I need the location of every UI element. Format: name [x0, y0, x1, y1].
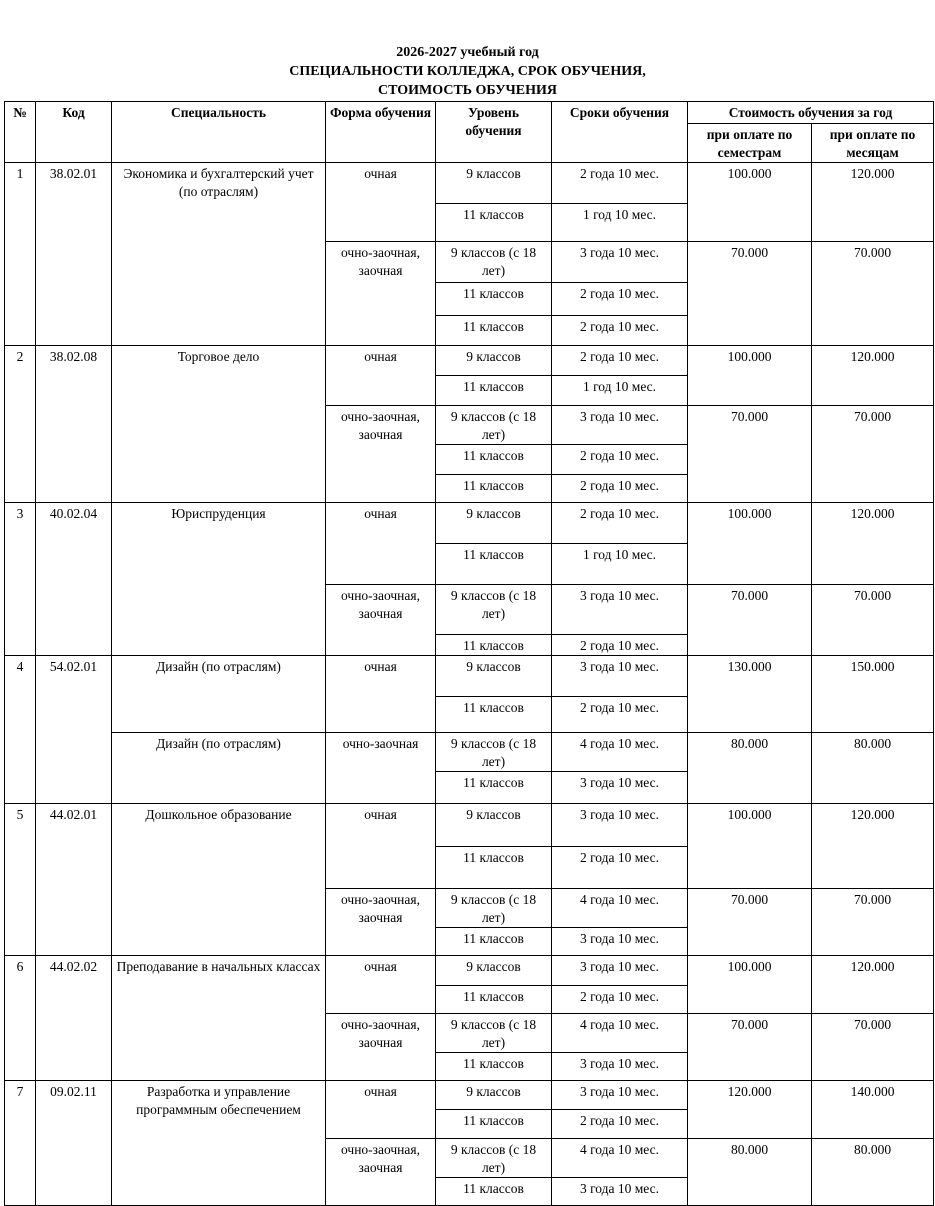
study-level: 9 классов [436, 956, 552, 986]
cost-month: 120.000 [812, 804, 934, 889]
study-duration: 2 года 10 мес. [552, 163, 688, 204]
table-row [5, 163, 934, 204]
study-level: 9 классов (с 18 лет) [436, 1139, 552, 1178]
header-cost-semester: при оплате по семестрам [688, 124, 812, 163]
row-number: 2 [5, 346, 36, 503]
study-duration: 3 года 10 мес. [552, 1053, 688, 1081]
study-level: 11 классов [436, 316, 552, 346]
cost-semester: 100.000 [688, 346, 812, 406]
study-level: 11 классов [436, 445, 552, 475]
study-form: очно-заочная, заочная [326, 406, 436, 503]
specialty-code: 09.02.11 [36, 1081, 112, 1206]
study-level: 11 классов [436, 544, 552, 585]
row-number: 5 [5, 804, 36, 956]
study-form: очно-заочная, заочная [326, 889, 436, 956]
study-duration: 1 год 10 мес. [552, 376, 688, 406]
study-level: 11 классов [436, 1178, 552, 1206]
study-duration: 2 года 10 мес. [552, 1110, 688, 1139]
study-duration: 3 года 10 мес. [552, 585, 688, 635]
cost-month: 80.000 [812, 733, 934, 804]
study-duration: 1 год 10 мес. [552, 204, 688, 242]
table-row [5, 956, 934, 986]
study-level: 9 классов (с 18 лет) [436, 1014, 552, 1053]
cost-semester: 100.000 [688, 804, 812, 889]
cost-semester: 80.000 [688, 1139, 812, 1206]
document-title-line1: СПЕЦИАЛЬНОСТИ КОЛЛЕДЖА, СРОК ОБУЧЕНИЯ, [289, 64, 646, 79]
cost-month: 70.000 [812, 889, 934, 956]
study-level: 11 классов [436, 635, 552, 656]
study-duration: 4 года 10 мес. [552, 1014, 688, 1053]
study-duration: 2 года 10 мес. [552, 986, 688, 1014]
specialty-name: Дизайн (по отраслям) [112, 733, 326, 804]
specialty-code: 54.02.01 [36, 656, 112, 804]
header-study-level: Уровень обучения [436, 102, 552, 163]
study-duration: 3 года 10 мес. [552, 1081, 688, 1110]
header-annual-cost: Стоимость обучения за год [688, 102, 934, 124]
study-form: очная [326, 346, 436, 406]
cost-month: 120.000 [812, 346, 934, 406]
cost-month: 70.000 [812, 242, 934, 346]
specialty-code: 44.02.01 [36, 804, 112, 956]
study-level: 9 классов [436, 346, 552, 376]
table-row [5, 656, 934, 697]
table-row [5, 1081, 934, 1110]
specialty-name: Торговое дело [112, 346, 326, 503]
study-duration: 2 года 10 мес. [552, 847, 688, 889]
row-number: 4 [5, 656, 36, 804]
study-form: очная [326, 804, 436, 889]
specialty-code: 44.02.02 [36, 956, 112, 1081]
study-duration: 1 год 10 мес. [552, 544, 688, 585]
cost-semester: 70.000 [688, 1014, 812, 1081]
study-duration: 3 года 10 мес. [552, 804, 688, 847]
study-form: очная [326, 1081, 436, 1139]
study-form: очная [326, 163, 436, 242]
cost-month: 70.000 [812, 585, 934, 656]
study-duration: 3 года 10 мес. [552, 656, 688, 697]
header-duration: Сроки обучения [552, 102, 688, 163]
study-form: очно-заочная [326, 733, 436, 804]
cost-semester: 100.000 [688, 503, 812, 585]
study-form: очно-заочная, заочная [326, 1139, 436, 1206]
study-level: 11 классов [436, 1110, 552, 1139]
specialty-name: Юриспруденция [112, 503, 326, 656]
cost-semester: 100.000 [688, 956, 812, 1014]
study-form: очно-заочная, заочная [326, 1014, 436, 1081]
study-form: очно-заочная, заочная [326, 585, 436, 656]
study-level: 9 классов [436, 656, 552, 697]
cost-semester: 120.000 [688, 1081, 812, 1139]
study-level: 11 классов [436, 283, 552, 316]
cost-semester: 130.000 [688, 656, 812, 733]
table-row [5, 804, 934, 847]
cost-month: 140.000 [812, 1081, 934, 1139]
study-level: 9 классов [436, 1081, 552, 1110]
study-duration: 2 года 10 мес. [552, 475, 688, 503]
study-duration: 2 года 10 мес. [552, 283, 688, 316]
study-level: 9 классов [436, 163, 552, 204]
study-level: 9 классов (с 18 лет) [436, 733, 552, 772]
study-level: 11 классов [436, 1053, 552, 1081]
document-title-line2: СТОИМОСТЬ ОБУЧЕНИЯ [378, 83, 557, 98]
cost-semester: 70.000 [688, 889, 812, 956]
row-number: 1 [5, 163, 36, 346]
study-level: 11 классов [436, 928, 552, 956]
study-duration: 3 года 10 мес. [552, 242, 688, 283]
study-level: 11 классов [436, 204, 552, 242]
cost-semester: 70.000 [688, 406, 812, 503]
specialty-name: Экономика и бухгалтерский учет (по отраслям) [112, 163, 326, 346]
cost-month: 120.000 [812, 163, 934, 242]
study-form: очная [326, 656, 436, 733]
fees-table [4, 101, 934, 1206]
table-row [5, 346, 934, 376]
study-level: 11 классов [436, 772, 552, 804]
cost-month: 150.000 [812, 656, 934, 733]
cost-month: 70.000 [812, 1014, 934, 1081]
study-duration: 3 года 10 мес. [552, 406, 688, 445]
cost-month: 70.000 [812, 406, 934, 503]
study-level: 9 классов (с 18 лет) [436, 889, 552, 928]
specialty-code: 38.02.08 [36, 346, 112, 503]
cost-semester: 100.000 [688, 163, 812, 242]
study-duration: 2 года 10 мес. [552, 445, 688, 475]
study-duration: 4 года 10 мес. [552, 1139, 688, 1178]
header-specialty: Специальность [112, 102, 326, 163]
study-level: 11 классов [436, 986, 552, 1014]
study-level: 9 классов [436, 804, 552, 847]
header-study-form: Форма обучения [326, 102, 436, 163]
study-level: 11 классов [436, 376, 552, 406]
academic-year: 2026-2027 учебный год [396, 45, 539, 60]
row-number: 3 [5, 503, 36, 656]
study-duration: 3 года 10 мес. [552, 772, 688, 804]
cost-semester: 70.000 [688, 242, 812, 346]
cost-semester: 70.000 [688, 585, 812, 656]
study-duration: 4 года 10 мес. [552, 889, 688, 928]
study-duration: 4 года 10 мес. [552, 733, 688, 772]
study-form: очно-заочная, заочная [326, 242, 436, 346]
specialty-name: Дизайн (по отраслям) [112, 656, 326, 733]
study-level: 11 классов [436, 475, 552, 503]
study-duration: 3 года 10 мес. [552, 1178, 688, 1206]
specialty-name: Дошкольное образование [112, 804, 326, 956]
table-row [5, 503, 934, 544]
study-duration: 3 года 10 мес. [552, 956, 688, 986]
study-form: очная [326, 503, 436, 585]
specialty-name: Разработка и управление программным обеспечением [112, 1081, 326, 1206]
study-duration: 2 года 10 мес. [552, 697, 688, 733]
study-duration: 3 года 10 мес. [552, 928, 688, 956]
study-level: 9 классов (с 18 лет) [436, 406, 552, 445]
row-number: 7 [5, 1081, 36, 1206]
study-level: 9 классов (с 18 лет) [436, 585, 552, 635]
cost-month: 120.000 [812, 956, 934, 1014]
study-level: 9 классов (с 18 лет) [436, 242, 552, 283]
specialty-code: 40.02.04 [36, 503, 112, 656]
row-number: 6 [5, 956, 36, 1081]
study-level: 11 классов [436, 847, 552, 889]
study-level: 11 классов [436, 697, 552, 733]
header-cost-month: при оплате по месяцам [812, 124, 934, 163]
study-duration: 2 года 10 мес. [552, 346, 688, 376]
study-form: очная [326, 956, 436, 1014]
study-level: 9 классов [436, 503, 552, 544]
cost-month: 120.000 [812, 503, 934, 585]
study-duration: 2 года 10 мес. [552, 503, 688, 544]
study-duration: 2 года 10 мес. [552, 316, 688, 346]
cost-semester: 80.000 [688, 733, 812, 804]
fees-table-body [5, 163, 934, 1206]
specialty-code: 38.02.01 [36, 163, 112, 346]
cost-month: 80.000 [812, 1139, 934, 1206]
study-duration: 2 года 10 мес. [552, 635, 688, 656]
table-row [5, 733, 934, 772]
specialty-name: Преподавание в начальных классах [112, 956, 326, 1081]
header-number: № [5, 102, 36, 163]
header-code: Код [36, 102, 112, 163]
